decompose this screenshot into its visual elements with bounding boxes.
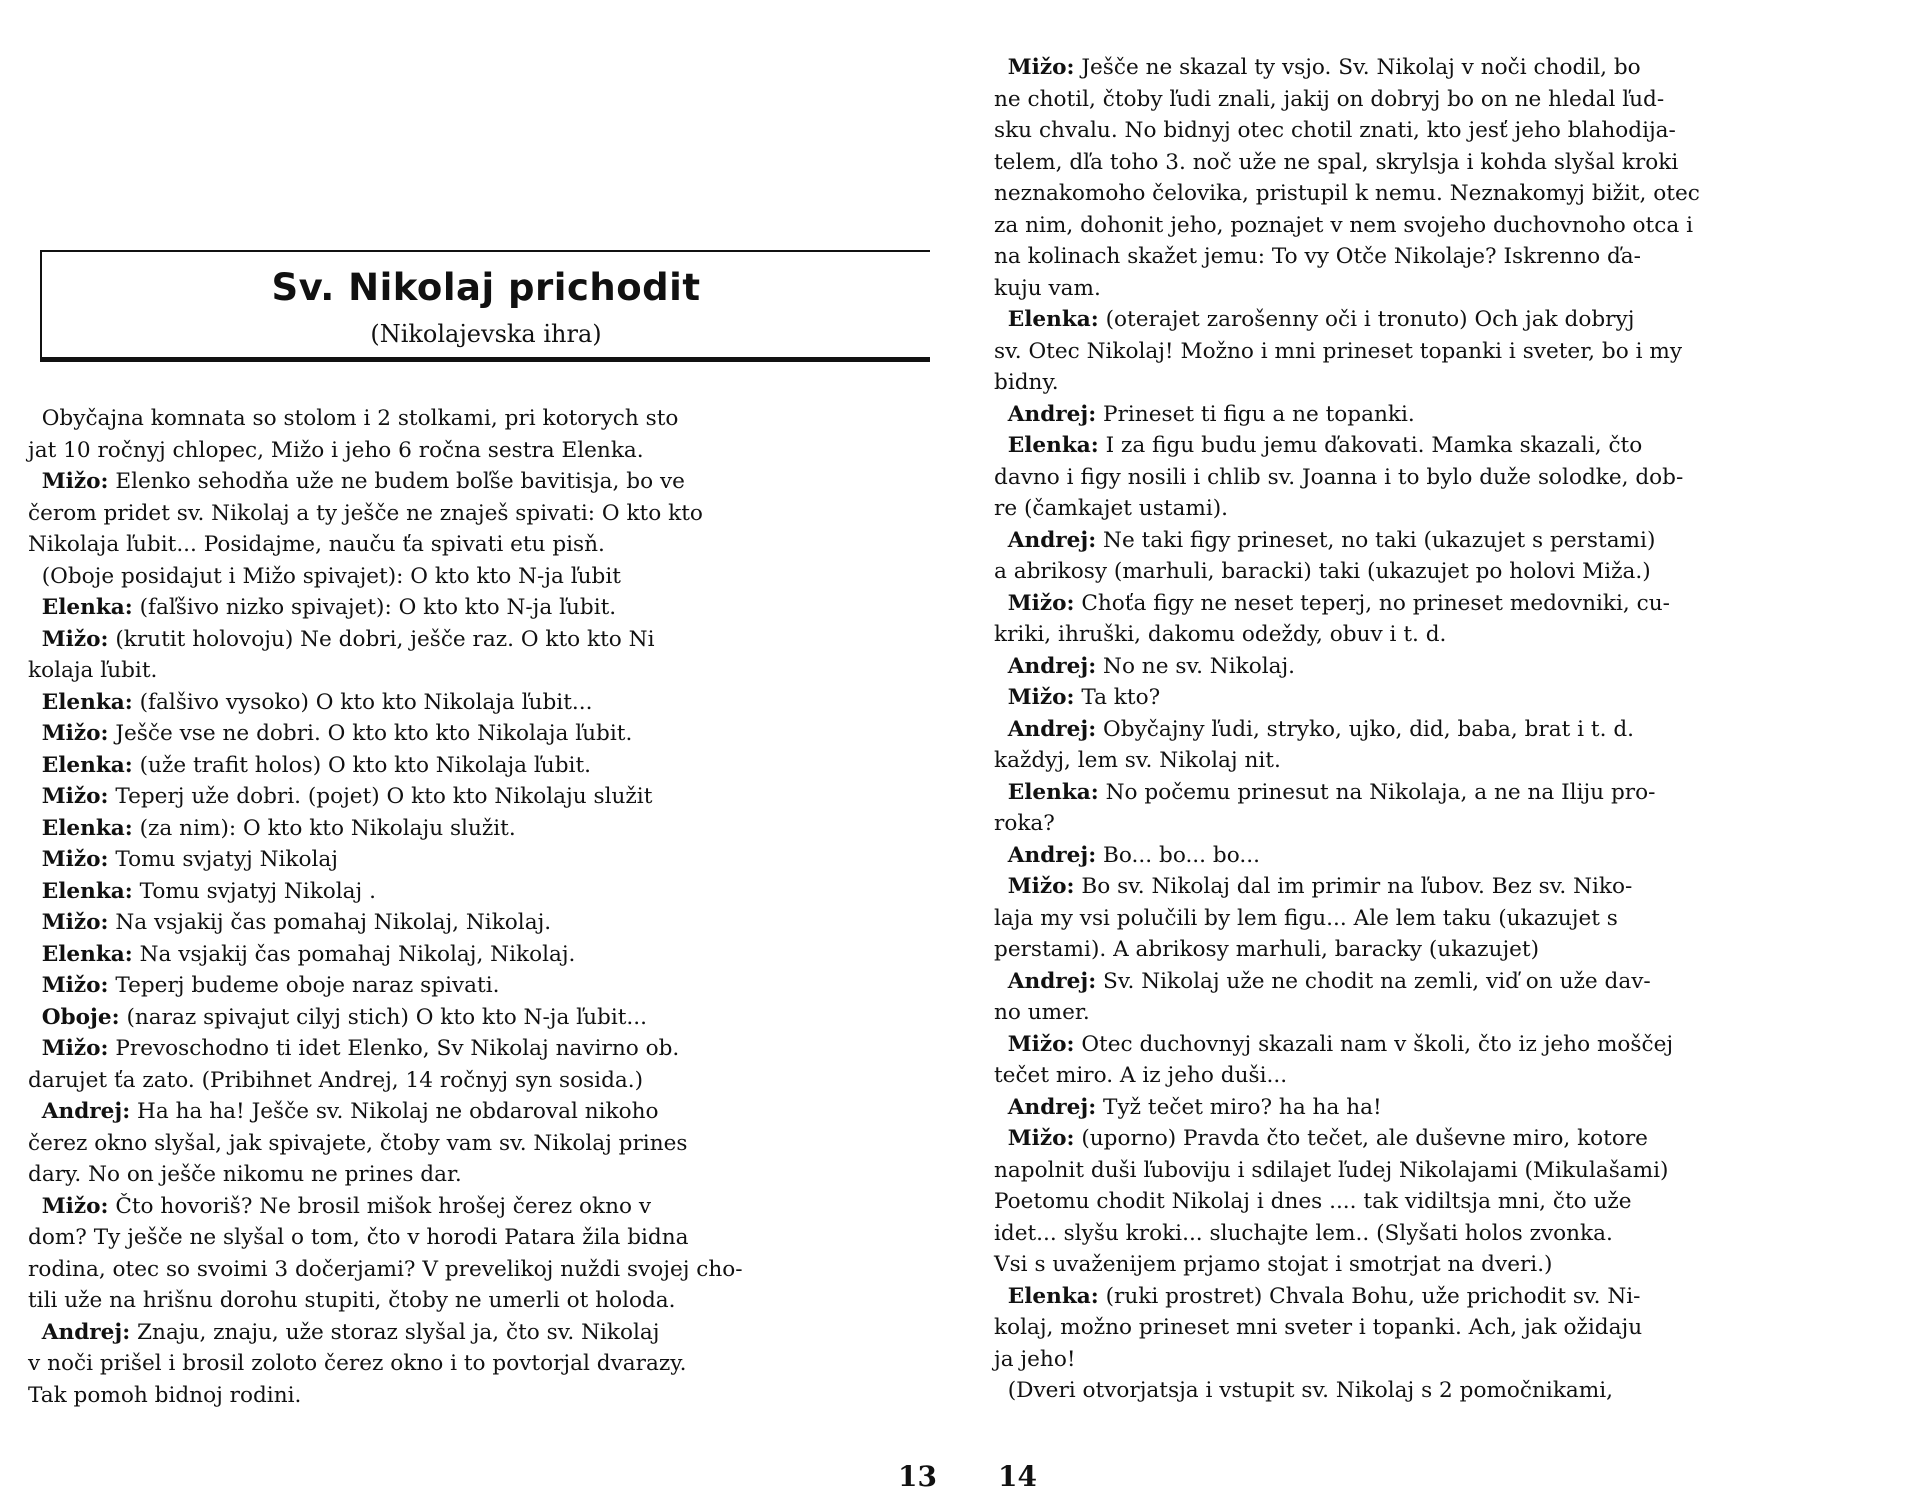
speaker-name: Elenka: <box>1007 1283 1099 1309</box>
text-line: Mižo: Ješče vse ne dobri. O kto kto kto Nikolaja ľubit. <box>41 721 633 746</box>
text-line: roka? <box>994 811 1055 836</box>
speaker-name: Elenka: <box>41 878 133 904</box>
text-line: Elenka: Na vsjakij čas pomahaj Nikolaj, Nikolaj. <box>41 941 576 967</box>
text-line: Elenka: (uže trafit holos) O kto kto Nikolaja ľubit. <box>41 752 591 778</box>
text-line: Mižo: Bo sv. Nikolaj dal im primir na ľubov. Bez sv. Niko- <box>1007 874 1633 899</box>
text-line: Mižo: Elenko sehodňa uže ne budem boľše bavitisja, bo ve <box>41 469 685 494</box>
text-line: Elenka: I za figu budu jemu ďakovati. Mamka skazali, čto <box>1007 433 1643 458</box>
speaker-name: Elenka: <box>41 595 133 620</box>
speaker-name: Mižo: <box>41 626 109 652</box>
text-line: davno i figy nosili i chlib sv. Joanna i to bylo duže solodke, dob- <box>994 464 1684 490</box>
page-number-left: 13 <box>898 1460 937 1493</box>
text-line: Elenka: (falšivo vysoko) O kto kto Nikolaja ľubit... <box>41 689 593 715</box>
text-line: (Dveri otvorjatsja i vstupit sv. Nikolaj s 2 pomočnikami, <box>994 1378 1614 1403</box>
text-line: ne chotil, čtoby ľudi znali, jakij on dobryj bo on ne hledal ľud- <box>994 86 1665 112</box>
speaker-name: Mižo: <box>41 973 109 998</box>
speaker-name: Mižo: <box>41 847 109 872</box>
text-line: čerez okno slyšal, jak spivajete, čtoby vam sv. Nikolaj prines <box>28 1130 688 1156</box>
text-line: Andrej: Ne taki figy prineset, no taki (ukazujet s perstami) <box>1007 527 1656 553</box>
speaker-name: Andrej: <box>41 1319 131 1345</box>
text-line: jat 10 ročnyj chlopec, Mižo i jeho 6 ročna sestra Elenka. <box>28 437 644 463</box>
speaker-name: Mižo: <box>41 784 109 809</box>
play-subtitle: (Nikolajevska ihra) <box>370 320 602 348</box>
text-line: tečet miro. A iz jeho duši... <box>994 1063 1288 1088</box>
text-line: Oboje: (naraz spivajut cilyj stich) O kto kto N-ja ľubit... <box>41 1004 647 1030</box>
speaker-name: Elenka: <box>41 689 133 715</box>
speaker-name: Andrej: <box>1007 842 1097 868</box>
text-line: Mižo: (uporno) Pravda čto tečet, ale duševne miro, kotore <box>1007 1126 1648 1151</box>
text-line: Elenka: (oterajet zarošenny oči i tronuto) Och jak dobryj <box>1007 307 1635 332</box>
text-line: Andrej: Ha ha ha! Ješče sv. Nikolaj ne obdaroval nikoho <box>41 1099 659 1124</box>
speaker-name: Andrej: <box>1007 716 1097 742</box>
text-line: kriki, ihruški, dakomu odeždy, obuv i t. d. <box>994 622 1447 647</box>
speaker-name: Mižo: <box>41 1036 109 1061</box>
text-line: čerom pridet sv. Nikolaj a ty ješče ne znaješ spivati: O kto kto <box>28 500 703 526</box>
text-line: na kolinach skažet jemu: To vy Otče Nikolaje? Iskrenno ďa- <box>994 244 1641 269</box>
text-line: perstami). A abrikosy marhuli, baracky (ukazujet) <box>994 937 1540 962</box>
text-line: Mižo: Ješče ne skazal ty vsjo. Sv. Nikolaj v noči chodil, bo <box>1007 55 1641 80</box>
speaker-name: Andrej: <box>1007 527 1097 553</box>
play-title: Sv. Nikolaj prichodit <box>271 266 701 309</box>
speaker-name: Mižo: <box>41 910 109 935</box>
text-line: Mižo: Teperj budeme oboje naraz spivati. <box>41 973 500 998</box>
text-line: Poetomu chodit Nikolaj i dnes .... tak vidiltsja mni, čto uže <box>994 1189 1632 1214</box>
text-line: Mižo: Čto hovoriš? Ne brosil mišok hrošej čerez okno v <box>41 1193 652 1219</box>
speaker-name: Mižo: <box>1007 874 1075 899</box>
speaker-name: Mižo: <box>1007 1031 1075 1057</box>
speaker-name: Mižo: <box>1007 590 1075 616</box>
speaker-name: Elenka: <box>1007 779 1099 805</box>
text-line: Andrej: Prineset ti figu a ne topanki. <box>1007 401 1415 427</box>
text-line: sku chvalu. No bidnyj otec chotil znati, kto jesť jeho blahodija- <box>994 118 1676 143</box>
page-number-right: 14 <box>998 1460 1037 1493</box>
text-line: no umer. <box>994 1000 1090 1025</box>
text-line: za nim, dohonit jeho, poznajet v nem svojeho duchovnoho otca i <box>994 212 1693 238</box>
text-line: laja my vsi polučili by lem figu... Ale lem taku (ukazujet s <box>994 905 1618 931</box>
text-line: Mižo: (krutit holovoju) Ne dobri, ješče raz. O kto kto Ni <box>41 626 655 652</box>
speaker-name: Elenka: <box>41 941 133 967</box>
speaker-name: Mižo: <box>41 721 109 746</box>
text-line: kolaja ľubit. <box>28 658 158 683</box>
text-line: Mižo: Otec duchovnyj skazali nam v školi, čto iz jeho moščej <box>1007 1031 1674 1057</box>
text-line: neznakomoho čelovika, pristupil k nemu. Neznakomyj bižit, otec <box>994 181 1700 206</box>
text-line: Mižo: Ta kto? <box>1007 685 1161 710</box>
text-line: Andrej: No ne sv. Nikolaj. <box>1007 653 1296 679</box>
text-line: Andrej: Znaju, znaju, uže storaz slyšal ja, čto sv. Nikolaj <box>41 1319 660 1345</box>
text-line: Andrej: Bo... bo... bo... <box>1007 842 1260 868</box>
speaker-name: Mižo: <box>1007 55 1075 80</box>
speaker-name: Elenka: <box>41 815 133 841</box>
right-page <box>958 0 1916 1500</box>
speaker-name: Mižo: <box>41 469 109 494</box>
text-line: Elenka: No počemu prinesut na Nikolaja, a ne na Iliju pro- <box>1007 779 1656 805</box>
text-line: kuju vam. <box>994 275 1101 301</box>
text-line: re (čamkajet ustami). <box>994 496 1229 521</box>
text-line: Mižo: Prevoschodno ti idet Elenko, Sv Nikolaj navirno ob. <box>41 1036 680 1061</box>
text-line: sv. Otec Nikolaj! Možno i mni prineset topanki i sveter, bo i my <box>994 338 1683 364</box>
text-line: darujet ťa zato. (Pribihnet Andrej, 14 ročnyj syn sosida.) <box>28 1067 644 1093</box>
text-line: (Oboje posidajut i Mižo spivajet): O kto kto N-ja ľubit <box>28 563 621 589</box>
text-line: Elenka: Tomu svjatyj Nikolaj . <box>41 878 376 904</box>
text-line: a abrikosy (marhuli, baracki) taki (ukazujet po holovi Miža.) <box>994 559 1651 584</box>
text-line: bidny. <box>994 370 1059 395</box>
text-line: každyj, lem sv. Nikolaj nit. <box>994 748 1281 773</box>
text-line: Elenka: (za nim): O kto kto Nikolaju služit. <box>41 815 516 841</box>
speaker-name: Mižo: <box>1007 685 1075 710</box>
text-line: idet... slyšu kroki... sluchajte lem.. (Slyšati holos zvonka. <box>994 1220 1613 1246</box>
speaker-name: Mižo: <box>41 1193 109 1219</box>
text-line: Mižo: Na vsjakij čas pomahaj Nikolaj, Nikolaj. <box>41 910 552 935</box>
text-line: tili uže na hrišnu dorohu stupiti, čtoby ne umerli ot holoda. <box>28 1288 676 1313</box>
text-line: Mižo: Teperj uže dobri. (pojet) O kto kto Nikolaju služit <box>41 784 653 809</box>
text-line: Mižo: Tomu svjatyj Nikolaj <box>41 847 338 872</box>
text-line: ja jeho! <box>994 1346 1076 1372</box>
text-line: Nikolaja ľubit... Posidajme, nauču ťa spivati etu pisň. <box>28 532 605 557</box>
text-line: Obyčajna komnata so stolom i 2 stolkami, pri kotorych sto <box>28 406 679 431</box>
right-text-column <box>994 52 1902 1407</box>
speaker-name: Mižo: <box>1007 1126 1075 1151</box>
text-line: Vsi s uvaženijem prjamo stojat i smotrjat na dveri.) <box>994 1252 1553 1277</box>
title-box <box>40 250 930 362</box>
text-line: Elenka: (faľšivo nizko spivajet): O kto kto N-ja ľubit. <box>41 595 617 620</box>
text-line: napolnit duši ľuboviju i sdilajet ľudej Nikolajami (Mikulašami) <box>994 1157 1669 1183</box>
speaker-name: Oboje: <box>41 1004 120 1030</box>
text-line: Tak pomoh bidnoj rodini. <box>28 1382 302 1408</box>
text-line: v noči prišel i brosil zoloto čerez okno i to povtorjal dvarazy. <box>28 1351 687 1376</box>
speaker-name: Andrej: <box>1007 1094 1097 1120</box>
speaker-name: Andrej: <box>1007 401 1097 427</box>
text-line: dary. No on ješče nikomu ne prines dar. <box>28 1162 462 1187</box>
speaker-name: Andrej: <box>1007 968 1097 994</box>
text-line: Andrej: Tyž tečet miro? ha ha ha! <box>1007 1094 1382 1120</box>
text-line: Mižo: Choťa figy ne neset teperj, no prineset medovniki, cu- <box>1007 590 1670 616</box>
speaker-name: Elenka: <box>41 752 133 778</box>
text-line: Andrej: Sv. Nikolaj uže ne chodit na zemli, viď on uže dav- <box>1007 968 1651 994</box>
speaker-name: Andrej: <box>41 1099 131 1124</box>
text-line: rodina, otec so svoimi 3 dočerjami? V prevelikoj nuždi svojej cho- <box>28 1256 743 1282</box>
speaker-name: Andrej: <box>1007 653 1097 679</box>
text-line: Elenka: (ruki prostret) Chvala Bohu, uže prichodit sv. Ni- <box>1007 1283 1641 1309</box>
text-line: telem, dľa toho 3. noč uže ne spal, skrylsja i kohda slyšal kroki <box>994 149 1679 175</box>
left-text-column <box>28 403 936 1411</box>
text-line: Andrej: Obyčajny ľudi, stryko, ujko, did, baba, brat i t. d. <box>1007 716 1635 742</box>
speaker-name: Elenka: <box>1007 307 1099 332</box>
text-line: kolaj, možno prineset mni sveter i topanki. Ach, jak ožidaju <box>994 1315 1643 1340</box>
text-line: dom? Ty ješče ne slyšal o tom, čto v horodi Patara žila bidna <box>28 1225 689 1250</box>
speaker-name: Elenka: <box>1007 433 1099 458</box>
